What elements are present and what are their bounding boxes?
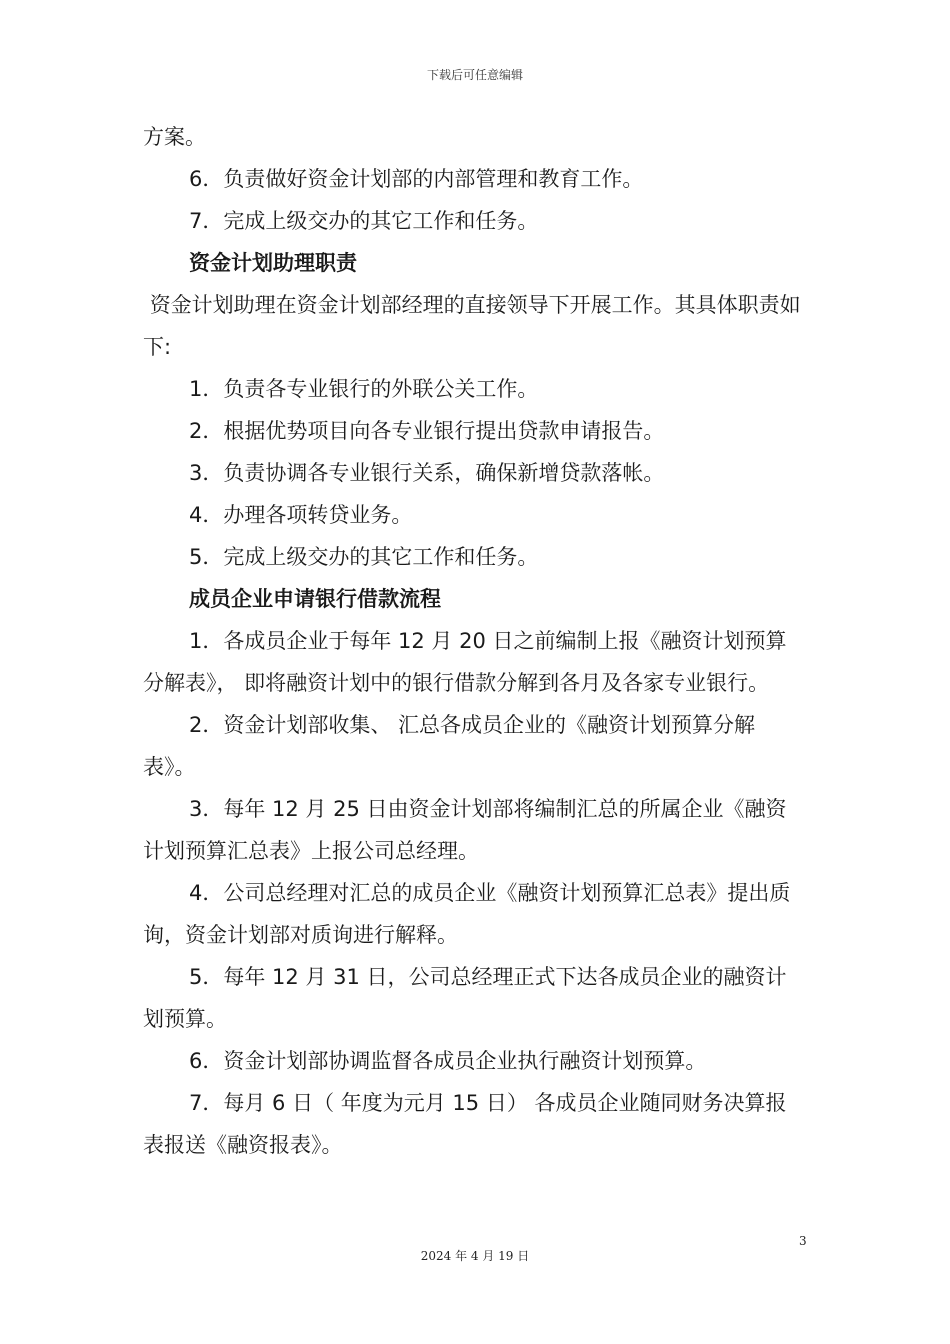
list-item: 2．资金计划部收集、 汇总各成员企业的《融资计划预算分解表》。 bbox=[143, 713, 756, 779]
list-item: 5．每年 12 月 31 日，公司总经理正式下达各成员企业的融资计划预算。 bbox=[143, 965, 787, 1031]
paragraph: 资金计划助理在资金计划部经理的直接领导下开展工作。其具体职责如下: bbox=[143, 293, 801, 359]
list-item: 3．每年 12 月 25 日由资金计划部将编制汇总的所属企业《融资计划预算汇总表》上报公司总经理。 bbox=[143, 797, 787, 863]
list-item: 6．负责做好资金计划部的内部管理和教育工作。 bbox=[189, 167, 644, 191]
list-item: 4．公司总经理对汇总的成员企业《融资计划预算汇总表》提出质询，资金计划部对质询进行解释。 bbox=[143, 881, 791, 947]
document-body bbox=[143, 116, 807, 1166]
list-item: 5．完成上级交办的其它工作和任务。 bbox=[189, 545, 539, 569]
list-item: 4．办理各项转贷业务。 bbox=[189, 503, 413, 527]
section-heading: 成员企业申请银行借款流程 bbox=[189, 587, 441, 611]
page-header: 下载后可任意编辑 bbox=[426, 68, 523, 82]
list-item: 7．完成上级交办的其它工作和任务。 bbox=[189, 209, 539, 233]
list-item: 1．负责各专业银行的外联公关工作。 bbox=[189, 377, 539, 401]
list-item: 2．根据优势项目向各专业银行提出贷款申请报告。 bbox=[189, 419, 665, 443]
list-item: 6．资金计划部协调监督各成员企业执行融资计划预算。 bbox=[189, 1049, 707, 1073]
list-item: 1．各成员企业于每年 12 月 20 日之前编制上报《融资计划预算分解表》， 即将融资计划中的银行借款分解到各月及各家专业银行。 bbox=[143, 629, 787, 695]
list-item: 7．每月 6 日（ 年度为元月 15 日） 各成员企业随同财务决算报表报送《融资报表》。 bbox=[143, 1091, 787, 1157]
section-heading: 资金计划助理职责 bbox=[189, 251, 357, 275]
page-footer-date: 2024 年 4 月 19 日 bbox=[420, 1249, 530, 1263]
list-item: 3．负责协调各专业银行关系，确保新增贷款落帐。 bbox=[189, 461, 665, 485]
paragraph: 方案。 bbox=[143, 125, 206, 149]
page-number: 3 bbox=[799, 1234, 807, 1248]
